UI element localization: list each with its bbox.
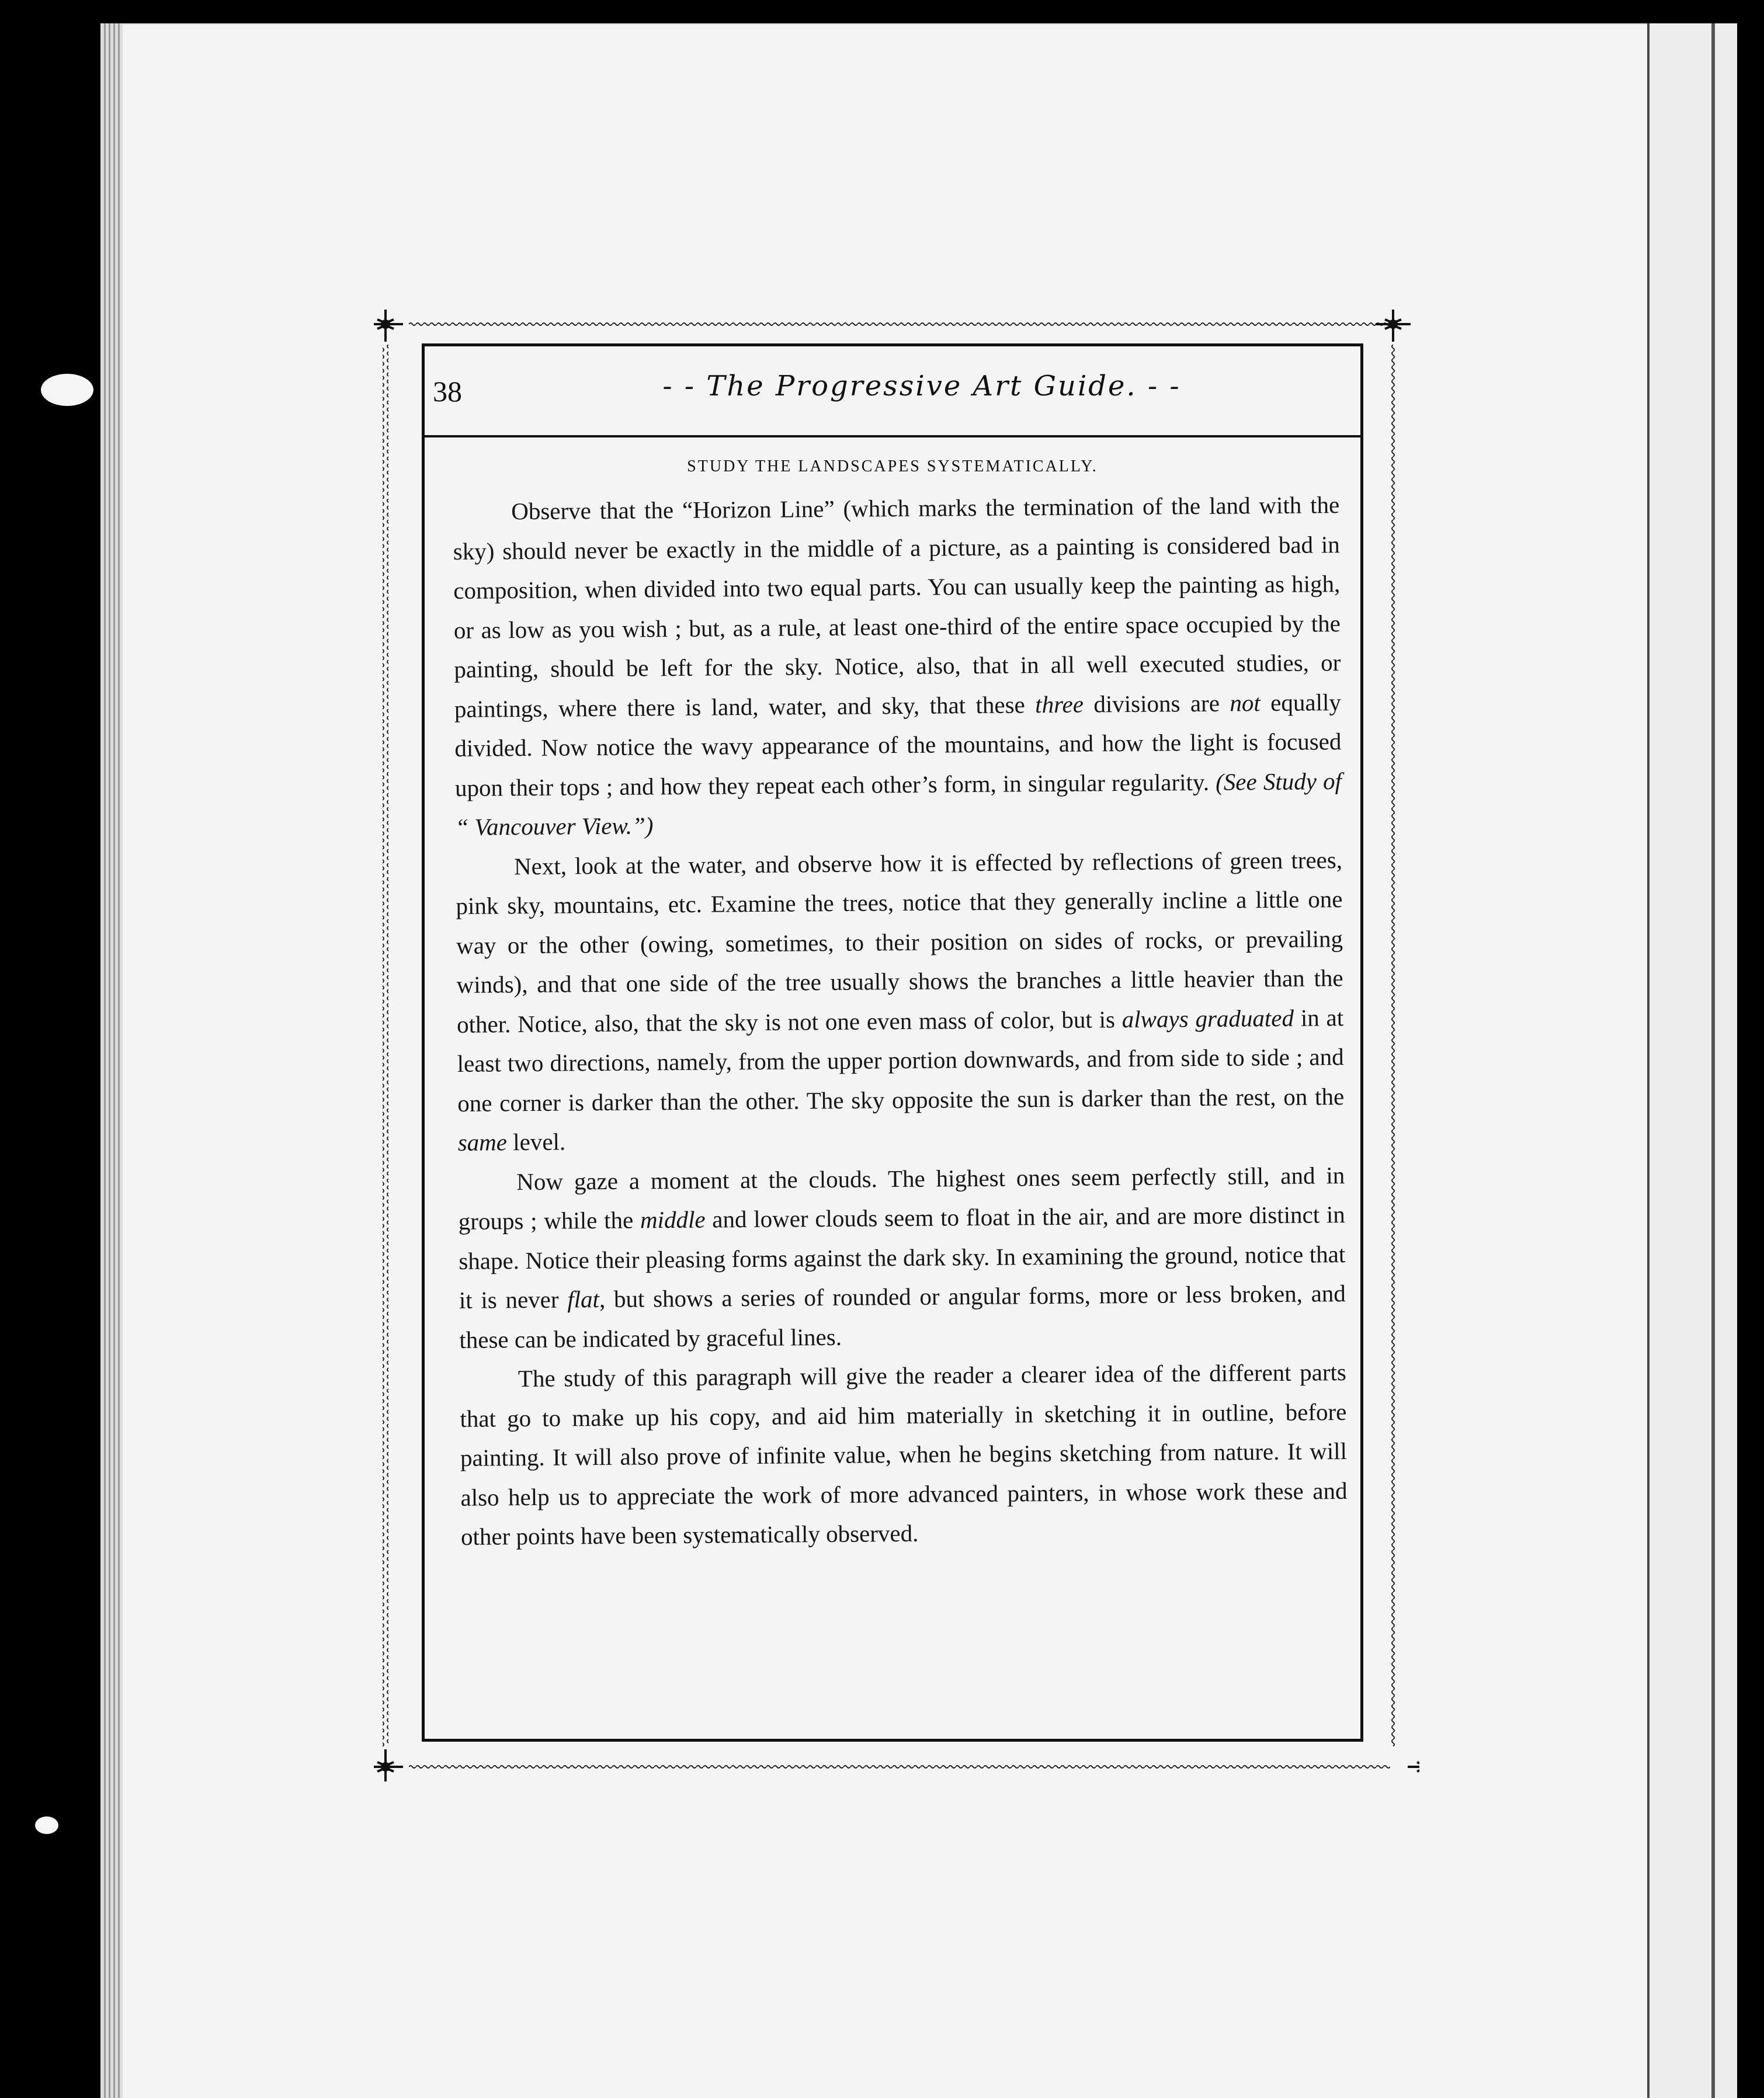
facing-page-edge [1647, 0, 1764, 2098]
paragraph-study-value: The study of this paragraph will give the reader a clearer idea of the different parts that go to make up his copy, and aid him materially in sketching it in outline, before painting. It will also prove of infinite value, when he begins sketching from nature. It will also help us to appreciate the work of more advanced painters, in whose work these and other points have been systematically observed. [460, 1359, 1348, 1550]
paper-blemish [35, 1816, 58, 1834]
paragraph-clouds-ground: Now gaze a moment at the clouds. The highest ones seem perfectly still, and in groups ; while the middle and lower clouds seem to float in the air, and are more distinct in shape. Notice their pleasing forms against the dark sky. In examining the ground, notice that it is never flat, but shows a series of rounded or angular forms, more or less broken, and these can be indicated by graceful lines. [458, 1161, 1346, 1353]
page-content-frame [422, 343, 1363, 1742]
paper-blemish [41, 374, 93, 406]
running-head: - - The Progressive Art Guide. - - [662, 370, 1181, 402]
paragraph-water-trees-sky: Next, look at the water, and observe how it is effected by reflections of green trees, pink sky, mountains, etc. Examine the trees, notice that they generally incline a little one way or the other (owing, sometimes, to their position on sides of rocks, or prevailing winds), and that one side of the tree usually shows the branches a little heavier than the other. Notice, also, that the sky is not one even mass of color, but is always graduated in at least two directions, namely, from the upper portion downwards, and from side to side ; and one corner is darker than the other. The sky opposite the sun is darker than the rest, on the same level. [456, 846, 1345, 1156]
header-divider [425, 435, 1360, 437]
paragraph-horizon-line: Observe that the “Horizon Line” (which marks the termination of the land with the sky) should never be exactly in the middle of a picture, as a painting is considered bad in composition, when divided into two equal parts. You can usually keep the painting as high, or as low as you wish ; but, as a rule, at least one-third of the entire space occupied by the painting, should be left for the sky. Notice, also, that in all well executed studies, or paintings, where there is land, water, and sky, that these three divisions are not equally divided. Now notice the wavy appearance of the mountains, and how the light is focused upon their tops ; and how they repeat each other’s form, in singular regularity. (See Study of “ Vancouver View.”) [453, 491, 1342, 840]
section-heading: STUDY THE LANDSCAPES SYSTEMATICALLY. [687, 457, 1098, 475]
body-text [453, 485, 1348, 1557]
page-number: 38 [433, 375, 462, 408]
